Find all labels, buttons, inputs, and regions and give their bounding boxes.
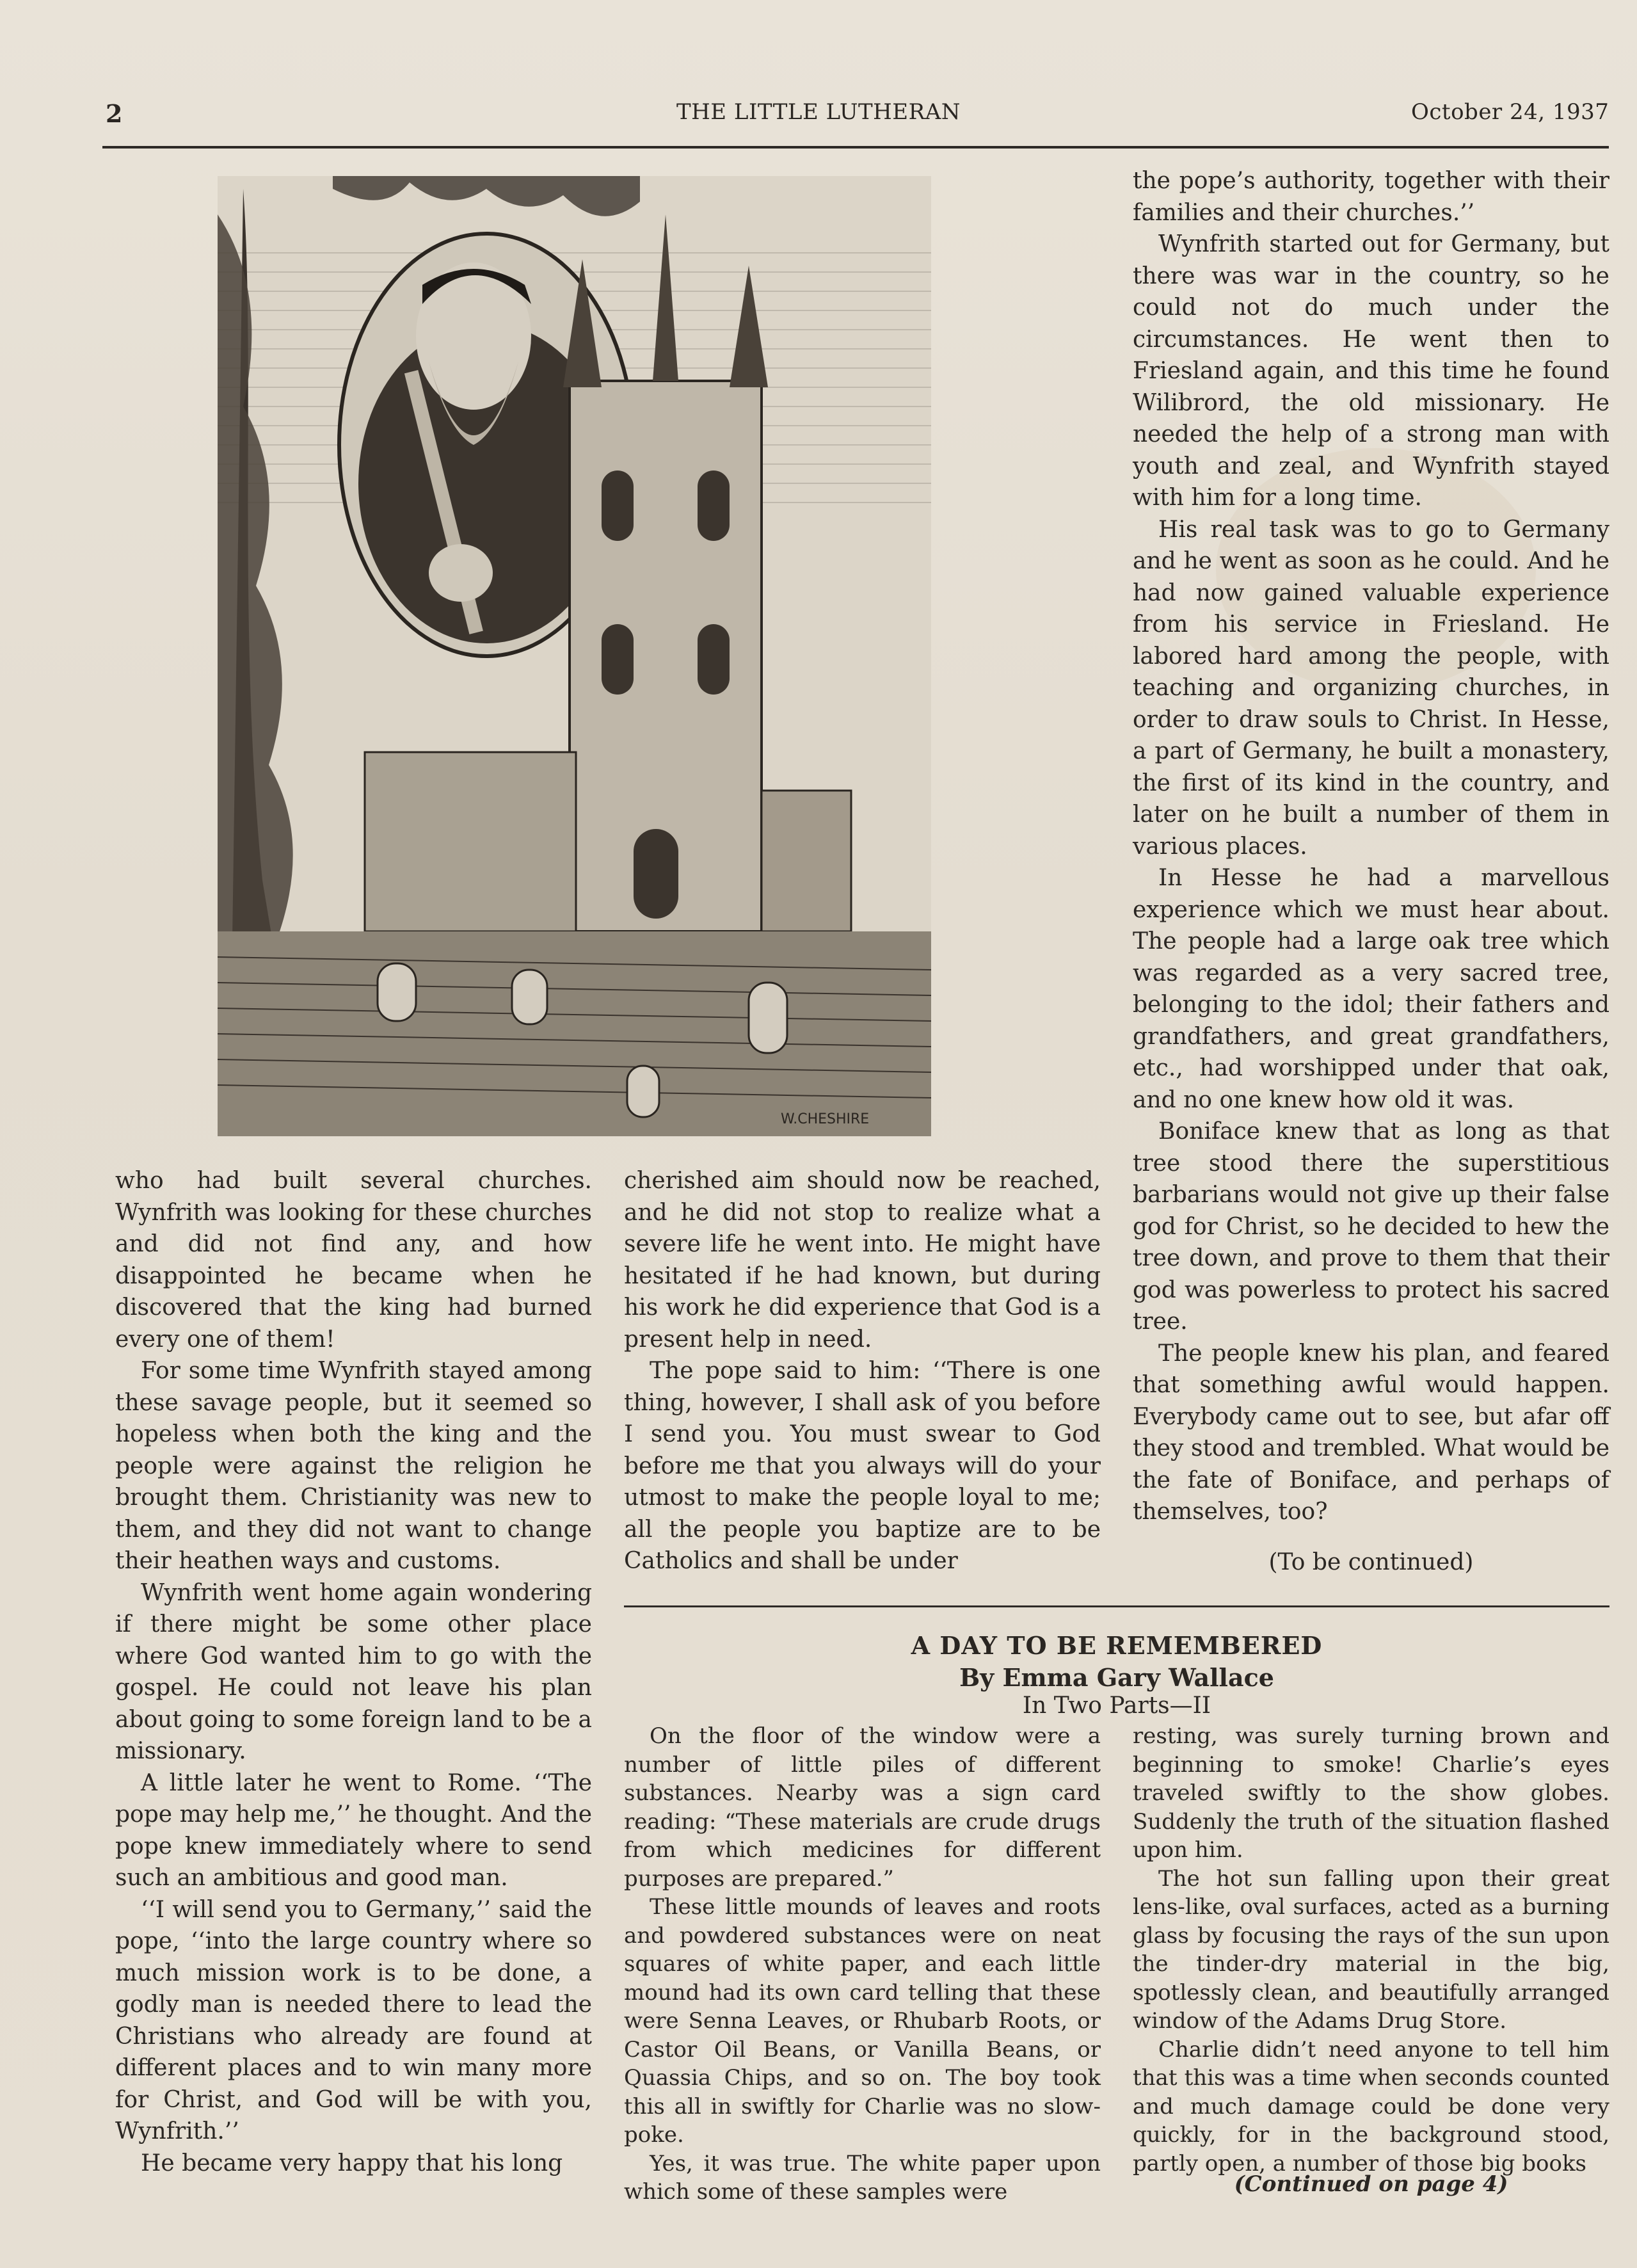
paragraph: ‘‘I will send you to Germany,’’ said the pope, ‘‘into the large country where so much mission work is to be done, a godly man is needed there to lead the Christians who already are found at different places and to win many more for Christ, and God will be with you, Wynfrith.’’ bbox=[115, 1896, 592, 2144]
left-column bbox=[115, 1165, 592, 2179]
paragraph: Wynfrith started out for Germany, but there was war in the country, so he could not do much under the circumstances. He went then to Friesland again, and this time he found Wilibrord, the old missionary. He needed the help of a strong man with youth and zeal, and Wynfrith stayed with him for a long time. bbox=[1133, 231, 1609, 511]
paragraph: A little later he went to Rome. ‘‘The pope may help me,’’ he thought. And the pope knew immediately where to send such an ambitious and good man. bbox=[115, 1769, 592, 1891]
paragraph: His real task was to go to Germany and he went as soon as he could. And he had now gained valuable experience from his service in Friesland. He labored hard among the people, with teaching and organizing churches, in order to draw souls to Christ. In Hesse, a part of Germany, he built a monastery, the first of its kind in the country, and later on he built a number of them in various places. bbox=[1133, 516, 1609, 860]
header-rule bbox=[102, 146, 1609, 149]
issue-date: October 24, 1937 bbox=[1411, 99, 1609, 125]
story-byline: By Emma Gary Wallace bbox=[959, 1663, 1274, 1692]
paragraph: The hot sun falling upon their great lens-like, oval surfaces, acted as a burning glass by focusing the rays of the sun upon the tinder-dry material in the big, spotlessly clean, and beautifully arranged window of the Adams Drug Store. bbox=[1133, 1865, 1609, 2034]
paragraph: cherished aim should now be reached, and he did not stop to realize what a severe life he went into. He might have hesitated if he had known, but during his work he did experience that God is a present help in need. bbox=[624, 1168, 1101, 1353]
paragraph: He became very happy that his long bbox=[141, 2150, 563, 2176]
story-divider-rule bbox=[624, 1605, 1609, 1607]
upper-right-column bbox=[1133, 165, 1609, 1528]
paragraph: On the floor of the window were a number of little piles of different substances. Nearby was a sign card reading: “These materials are crude drugs from which medicines for different purposes are prepared.” bbox=[624, 1723, 1101, 1892]
paragraph: Charlie didn’t need anyone to tell him that this was a time when seconds counted and much damage could be done very quickly, for in the background stood, partly open, a number of those big books bbox=[1133, 2036, 1609, 2176]
to-be-continued-note: (To be continued) bbox=[1268, 1549, 1474, 1575]
paragraph: These little mounds of leaves and roots and powdered substances were on neat squares of white paper, and each little mound had its own card telling that these were Senna Leaves, or Rhubarb Roots, or Castor Oil Beans, or Vanilla Beans, or Quassia Chips, and so on. The boy took this all in swiftly for Charlie was no slow-poke. bbox=[624, 1894, 1101, 2148]
paragraph: Wynfrith went home again wondering if there might be some other place where God wanted him to go with the gospel. He could not leave his plan about going to some foreign land to be a missionary. bbox=[115, 1579, 592, 1764]
paragraph: resting, was surely turning brown and beginning to smoke! Charlie’s eyes traveled swiftly to the show globes. Suddenly the truth of the situation flashed upon him. bbox=[1133, 1723, 1609, 1863]
middle-column bbox=[624, 1165, 1101, 1577]
continued-note: (Continued on page 4) bbox=[1234, 2171, 1508, 2197]
paragraph: who had built several churches. Wynfrith was looking for these churches and did not find any, and how disappointed he became when he discovered that the king had burned every one of them! bbox=[115, 1168, 592, 1353]
page-number: 2 bbox=[106, 99, 123, 128]
paragraph: The people knew his plan, and feared that something awful would happen. Everybody came out to see, but afar off they stood and trembled. What would be the fate of Boniface, and perhaps of themselves, too? bbox=[1133, 1340, 1609, 1525]
story-part: In Two Parts—II bbox=[1022, 1693, 1211, 1719]
paragraph: For some time Wynfrith stayed among these savage people, but it seemed so hopeless when both the king and the people were against the religion he brought them. Christianity was new to them, and they did not want to change their heathen ways and customs. bbox=[115, 1358, 592, 1574]
paragraph: Boniface knew that as long as that tree stood there the superstitious barbarians would not give up their false god for Christ, so he decided to hew the tree down, and prove to them that their god was powerless to protect his sacred tree. bbox=[1133, 1118, 1609, 1335]
paragraph: In Hesse he had a marvellous experience which we must hear about. The people had a large oak tree which was regarded as a very sacred tree, belonging to the idol; their fathers and grandfathers, and great grandfathers, etc., had worshipped under that oak, and no one knew how old it was. bbox=[1133, 865, 1609, 1113]
story-title: A DAY TO BE REMEMBERED bbox=[911, 1631, 1323, 1660]
paragraph: Yes, it was true. The white paper upon which some of these samples were bbox=[624, 2150, 1101, 2205]
story-column-two bbox=[1133, 1722, 1609, 2178]
paragraph: The pope said to him: ‘‘There is one thing, however, I shall ask of you before I send you. You must swear to God before me that you always will do your utmost to make the people loyal to me; all the people you baptize are to be Catholics and shall be under bbox=[624, 1358, 1101, 1574]
story-column-one bbox=[624, 1722, 1101, 2207]
engraver-signature: W.CHESHIRE bbox=[781, 1111, 870, 1127]
church-engraving-illustration bbox=[218, 176, 931, 1136]
paragraph: the pope’s authority, together with their families and their churches.’’ bbox=[1133, 168, 1609, 226]
masthead-title: THE LITTLE LUTHERAN bbox=[676, 99, 961, 125]
